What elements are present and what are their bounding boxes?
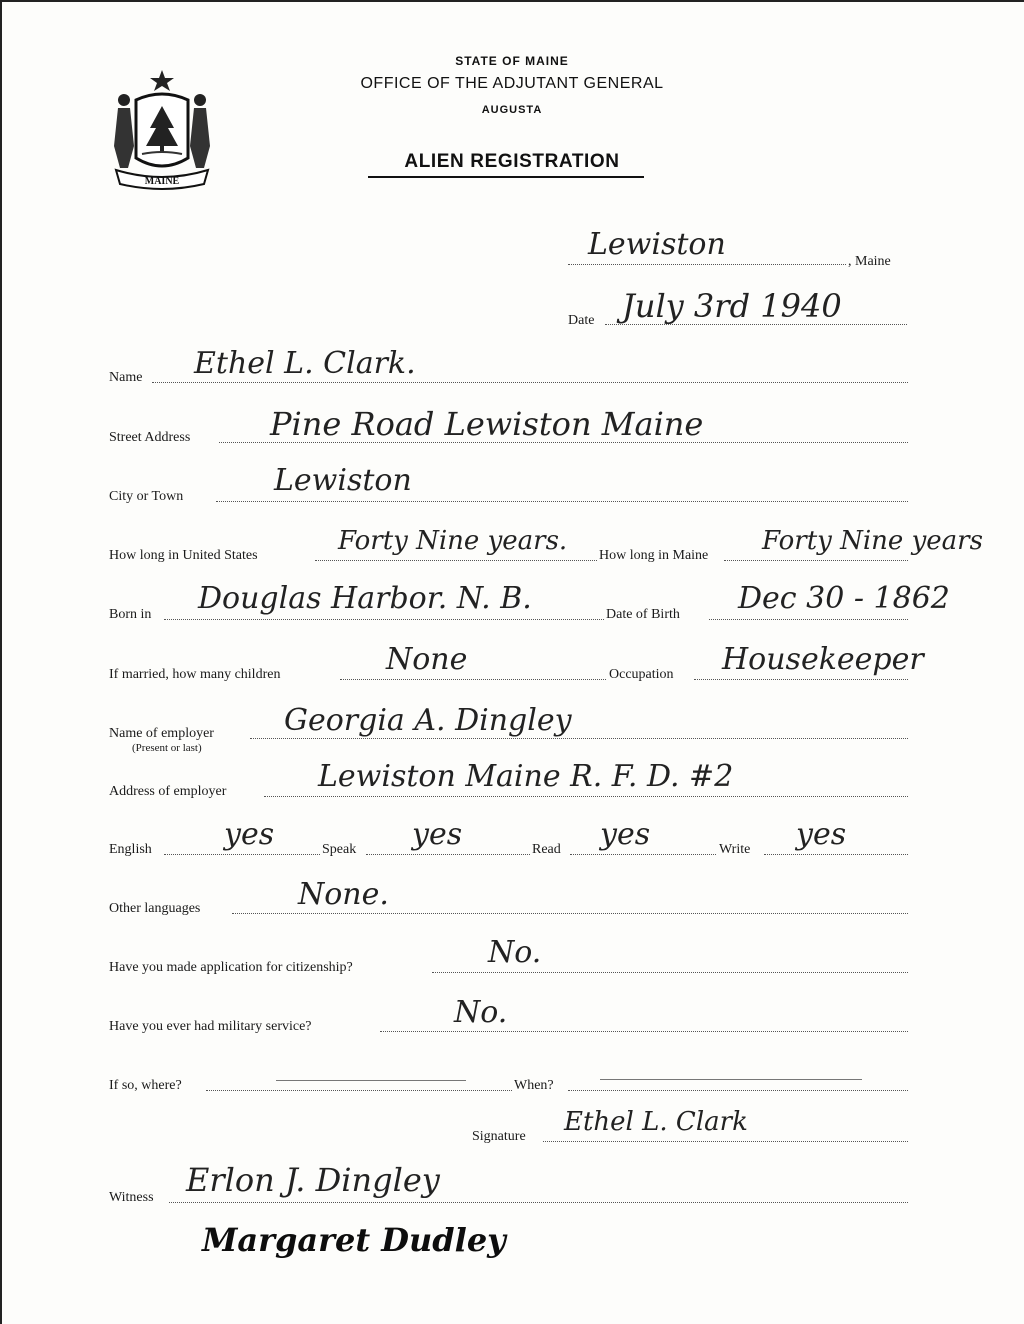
employer-address-line bbox=[264, 796, 908, 797]
other-languages-line bbox=[232, 913, 908, 914]
speak-line bbox=[366, 854, 530, 855]
how-long-maine-label: How long in Maine bbox=[599, 548, 709, 563]
date-value: July 3rd 1940 bbox=[622, 287, 842, 325]
speak-label: Speak bbox=[322, 842, 357, 857]
place-value: Lewiston bbox=[588, 227, 726, 262]
other-languages-value: None. bbox=[298, 877, 389, 912]
write-line bbox=[764, 854, 908, 855]
street-address-value: Pine Road Lewiston Maine bbox=[270, 405, 704, 443]
city-value: Lewiston bbox=[274, 463, 412, 498]
form-title: ALIEN REGISTRATION bbox=[404, 151, 620, 172]
military-label: Have you ever had military service? bbox=[109, 1019, 312, 1034]
when-label: When? bbox=[514, 1078, 554, 1093]
citizenship-line bbox=[432, 972, 908, 973]
when-dash bbox=[600, 1079, 862, 1080]
header-office: OFFICE OF THE ADJUTANT GENERAL bbox=[360, 75, 664, 92]
how-long-maine-line bbox=[724, 560, 908, 561]
title-underline bbox=[368, 176, 644, 178]
svg-text:MAINE: MAINE bbox=[144, 176, 180, 187]
military-line bbox=[380, 1031, 908, 1032]
witness-value-1: Erlon J. Dingley bbox=[186, 1161, 440, 1199]
how-long-us-value: Forty Nine years. bbox=[338, 526, 568, 556]
witness-value-2: Margaret Dudley bbox=[202, 1221, 506, 1259]
how-long-maine-value: Forty Nine years bbox=[762, 526, 983, 556]
occupation-label: Occupation bbox=[609, 667, 674, 682]
children-value: None bbox=[386, 642, 468, 677]
employer-address-label: Address of employer bbox=[109, 784, 227, 799]
date-of-birth-line bbox=[709, 619, 908, 620]
occupation-value: Housekeeper bbox=[722, 642, 924, 677]
street-address-label: Street Address bbox=[109, 430, 191, 445]
speak-value: yes bbox=[412, 817, 463, 852]
name-value: Ethel L. Clark. bbox=[194, 346, 416, 381]
write-label: Write bbox=[719, 842, 751, 857]
witness-line bbox=[169, 1202, 908, 1203]
date-label: Date bbox=[568, 313, 595, 328]
born-in-value: Douglas Harbor. N. B. bbox=[198, 581, 532, 616]
name-label: Name bbox=[109, 370, 143, 385]
when-line bbox=[568, 1090, 908, 1091]
name-line bbox=[152, 382, 908, 383]
born-in-label: Born in bbox=[109, 607, 152, 622]
signature-line bbox=[543, 1141, 908, 1142]
how-long-us-label: How long in United States bbox=[109, 548, 258, 563]
witness-label: Witness bbox=[109, 1190, 154, 1205]
state-of-maine-seal-icon bbox=[106, 66, 218, 194]
english-line bbox=[164, 854, 320, 855]
place-suffix: , Maine bbox=[848, 254, 891, 269]
signature-label: Signature bbox=[472, 1129, 526, 1144]
header-state: STATE OF MAINE bbox=[455, 54, 569, 68]
employer-name-sublabel: (Present or last) bbox=[132, 742, 202, 754]
born-in-line bbox=[164, 619, 604, 620]
place-line bbox=[568, 264, 846, 265]
military-value: No. bbox=[454, 995, 508, 1030]
write-value: yes bbox=[796, 817, 847, 852]
where-line bbox=[206, 1090, 512, 1091]
city-label: City or Town bbox=[109, 489, 184, 504]
english-value: yes bbox=[224, 817, 275, 852]
read-label: Read bbox=[532, 842, 561, 857]
other-languages-label: Other languages bbox=[109, 901, 201, 916]
citizenship-value: No. bbox=[488, 935, 542, 970]
signature-value: Ethel L. Clark bbox=[564, 1107, 748, 1137]
employer-name-line bbox=[250, 738, 908, 739]
read-line bbox=[570, 854, 716, 855]
how-long-us-line bbox=[315, 560, 597, 561]
city-line bbox=[216, 501, 908, 502]
employer-address-value: Lewiston Maine R. F. D. #2 bbox=[318, 759, 734, 794]
employer-name-value: Georgia A. Dingley bbox=[284, 703, 572, 738]
header-city: AUGUSTA bbox=[481, 104, 543, 116]
date-of-birth-label: Date of Birth bbox=[606, 607, 680, 622]
read-value: yes bbox=[600, 817, 651, 852]
occupation-line bbox=[694, 679, 908, 680]
date-of-birth-value: Dec 30 - 1862 bbox=[738, 581, 950, 616]
english-label: English bbox=[109, 842, 152, 857]
where-dash bbox=[276, 1080, 466, 1081]
where-label: If so, where? bbox=[109, 1078, 182, 1093]
employer-name-label: Name of employer bbox=[109, 726, 214, 741]
citizenship-label: Have you made application for citizenship? bbox=[109, 960, 353, 975]
children-label: If married, how many children bbox=[109, 667, 281, 682]
children-line bbox=[340, 679, 606, 680]
